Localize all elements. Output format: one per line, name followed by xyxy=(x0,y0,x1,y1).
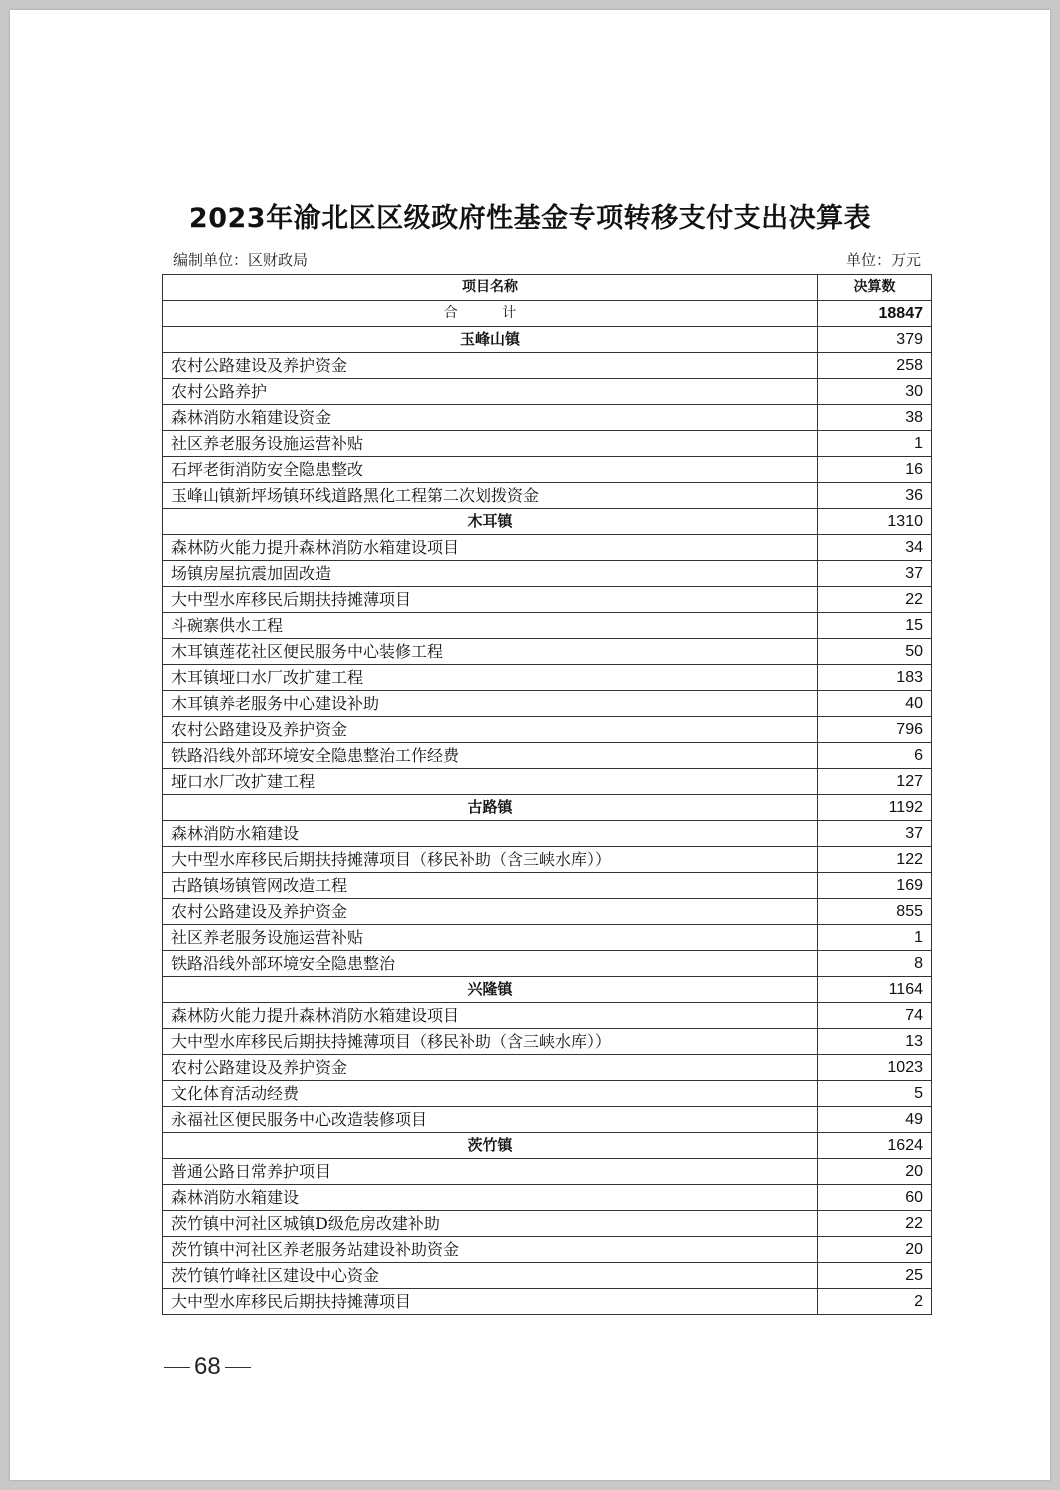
item-name: 石坪老街消防安全隐患整改 xyxy=(163,457,818,483)
item-name: 社区养老服务设施运营补贴 xyxy=(163,925,818,951)
compiler-label: 编制单位：区财政局 xyxy=(173,251,309,269)
page-title: 2023年渝北区区级政府性基金专项转移支付支出决算表 xyxy=(188,203,872,234)
header-final-amount: 决算数 xyxy=(818,275,932,301)
item-value: 38 xyxy=(818,405,932,431)
table-row xyxy=(163,873,932,899)
table-row xyxy=(163,1289,932,1315)
table-row xyxy=(163,821,932,847)
table-row xyxy=(163,1159,932,1185)
item-name: 玉峰山镇新坪场镇环线道路黑化工程第二次划拨资金 xyxy=(163,483,818,509)
table-row xyxy=(163,951,932,977)
item-name: 大中型水库移民后期扶持摊薄项目（移民补助（含三峡水库）） xyxy=(163,847,818,873)
town-name: 木耳镇 xyxy=(163,509,818,535)
table-row xyxy=(163,379,932,405)
table-row xyxy=(163,847,932,873)
item-name: 社区养老服务设施运营补贴 xyxy=(163,431,818,457)
table-row xyxy=(163,483,932,509)
item-value: 25 xyxy=(818,1263,932,1289)
item-name: 农村公路建设及养护资金 xyxy=(163,899,818,925)
table-row xyxy=(163,535,932,561)
item-value: 74 xyxy=(818,1003,932,1029)
town-name: 茨竹镇 xyxy=(163,1133,818,1159)
table-row xyxy=(163,639,932,665)
item-value: 37 xyxy=(818,561,932,587)
item-value: 796 xyxy=(818,717,932,743)
page-number xyxy=(160,1353,255,1381)
item-value: 60 xyxy=(818,1185,932,1211)
item-name: 茨竹镇中河社区养老服务站建设补助资金 xyxy=(163,1237,818,1263)
item-name: 永福社区便民服务中心改造装修项目 xyxy=(163,1107,818,1133)
item-name: 木耳镇莲花社区便民服务中心装修工程 xyxy=(163,639,818,665)
table-row xyxy=(163,925,932,951)
item-value: 258 xyxy=(818,353,932,379)
item-value: 122 xyxy=(818,847,932,873)
town-row xyxy=(163,1133,932,1159)
table-row xyxy=(163,1081,932,1107)
item-value: 30 xyxy=(818,379,932,405)
item-name: 农村公路建设及养护资金 xyxy=(163,353,818,379)
table-row xyxy=(163,899,932,925)
item-name: 森林防火能力提升森林消防水箱建设项目 xyxy=(163,1003,818,1029)
table-row xyxy=(163,405,932,431)
item-value: 6 xyxy=(818,743,932,769)
town-row xyxy=(163,977,932,1003)
town-name: 玉峰山镇 xyxy=(163,327,818,353)
item-name: 铁路沿线外部环境安全隐患整治工作经费 xyxy=(163,743,818,769)
item-name: 森林防火能力提升森林消防水箱建设项目 xyxy=(163,535,818,561)
page-number-right-dash xyxy=(225,1367,251,1368)
item-name: 茨竹镇中河社区城镇D级危房改建补助 xyxy=(163,1211,818,1237)
item-name: 森林消防水箱建设资金 xyxy=(163,405,818,431)
item-name: 斗碗寨供水工程 xyxy=(163,613,818,639)
town-value: 1624 xyxy=(818,1133,932,1159)
item-name: 农村公路建设及养护资金 xyxy=(163,1055,818,1081)
item-value: 37 xyxy=(818,821,932,847)
item-value: 22 xyxy=(818,1211,932,1237)
page-number-left-dash xyxy=(164,1367,190,1368)
item-value: 1 xyxy=(818,925,932,951)
item-value: 22 xyxy=(818,587,932,613)
header-project-name: 项目名称 xyxy=(163,275,818,301)
item-value: 34 xyxy=(818,535,932,561)
total-label: 合 计 xyxy=(163,301,818,327)
table-row xyxy=(163,717,932,743)
total-value: 18847 xyxy=(818,301,932,327)
town-row xyxy=(163,327,932,353)
item-name: 森林消防水箱建设 xyxy=(163,821,818,847)
table-row xyxy=(163,1211,932,1237)
item-value: 15 xyxy=(818,613,932,639)
item-value: 5 xyxy=(818,1081,932,1107)
table-row xyxy=(163,457,932,483)
item-name: 木耳镇养老服务中心建设补助 xyxy=(163,691,818,717)
item-value: 127 xyxy=(818,769,932,795)
town-value: 379 xyxy=(818,327,932,353)
item-value: 13 xyxy=(818,1029,932,1055)
item-name: 木耳镇垭口水厂改扩建工程 xyxy=(163,665,818,691)
table-row xyxy=(163,1185,932,1211)
item-value: 20 xyxy=(818,1159,932,1185)
item-name: 大中型水库移民后期扶持摊薄项目 xyxy=(163,1289,818,1315)
item-name: 森林消防水箱建设 xyxy=(163,1185,818,1211)
item-name: 古路镇场镇管网改造工程 xyxy=(163,873,818,899)
item-value: 40 xyxy=(818,691,932,717)
table-row xyxy=(163,1107,932,1133)
table-row xyxy=(163,1003,932,1029)
table-row xyxy=(163,665,932,691)
unit-label: 单位：万元 xyxy=(845,251,921,269)
item-name: 普通公路日常养护项目 xyxy=(163,1159,818,1185)
item-value: 20 xyxy=(818,1237,932,1263)
item-value: 16 xyxy=(818,457,932,483)
item-name: 农村公路建设及养护资金 xyxy=(163,717,818,743)
town-name: 古路镇 xyxy=(163,795,818,821)
item-name: 铁路沿线外部环境安全隐患整治 xyxy=(163,951,818,977)
town-name: 兴隆镇 xyxy=(163,977,818,1003)
table-row xyxy=(163,587,932,613)
town-value: 1310 xyxy=(818,509,932,535)
table-row xyxy=(163,1237,932,1263)
page-number-text: 68 xyxy=(194,1353,221,1380)
item-name: 茨竹镇竹峰社区建设中心资金 xyxy=(163,1263,818,1289)
item-name: 场镇房屋抗震加固改造 xyxy=(163,561,818,587)
table-row xyxy=(163,1055,932,1081)
expenditure-table xyxy=(162,274,932,1315)
item-value: 1023 xyxy=(818,1055,932,1081)
item-name: 农村公路养护 xyxy=(163,379,818,405)
town-value: 1192 xyxy=(818,795,932,821)
item-value: 855 xyxy=(818,899,932,925)
table-row xyxy=(163,613,932,639)
table-row xyxy=(163,691,932,717)
item-value: 50 xyxy=(818,639,932,665)
table-row xyxy=(163,353,932,379)
item-value: 2 xyxy=(818,1289,932,1315)
item-value: 1 xyxy=(818,431,932,457)
item-name: 大中型水库移民后期扶持摊薄项目（移民补助（含三峡水库）） xyxy=(163,1029,818,1055)
town-value: 1164 xyxy=(818,977,932,1003)
item-value: 183 xyxy=(818,665,932,691)
table-body xyxy=(163,275,932,1315)
table-row xyxy=(163,743,932,769)
item-value: 49 xyxy=(818,1107,932,1133)
item-value: 8 xyxy=(818,951,932,977)
item-name: 垭口水厂改扩建工程 xyxy=(163,769,818,795)
item-name: 大中型水库移民后期扶持摊薄项目 xyxy=(163,587,818,613)
town-row xyxy=(163,795,932,821)
table-row xyxy=(163,1029,932,1055)
table-row xyxy=(163,1263,932,1289)
item-value: 36 xyxy=(818,483,932,509)
item-value: 169 xyxy=(818,873,932,899)
total-row xyxy=(163,301,932,327)
table-header-row xyxy=(163,275,932,301)
table-row xyxy=(163,769,932,795)
table-row xyxy=(163,431,932,457)
item-name: 文化体育活动经费 xyxy=(163,1081,818,1107)
town-row xyxy=(163,509,932,535)
table-row xyxy=(163,561,932,587)
